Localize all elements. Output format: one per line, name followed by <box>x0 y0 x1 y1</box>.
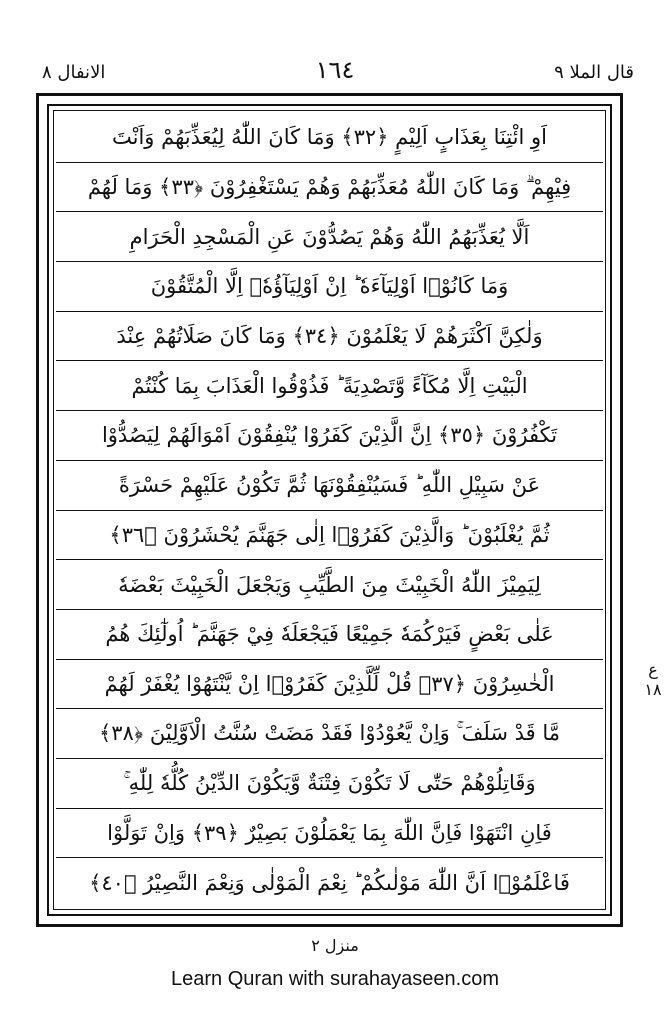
text-block <box>53 110 606 910</box>
verse-line: اَلَّا يُعَذِّبَهُمُ اللّٰهُ وَهُمْ يَصُدُّوْنَ عَنِ الْمَسْجِدِ الْحَرَامِ <box>56 212 603 262</box>
verse-line: وَمَا كَانُوْۤا اَوْلِيَآءَهٗ ؕ اِنْ اَوْلِيَآؤُهٗۤ اِلَّا الْمُتَّقُوْنَ <box>56 262 603 312</box>
surah-name: الانفال ٨ <box>42 62 106 83</box>
page-frame <box>36 93 623 927</box>
verse-line: مَّا قَدْ سَلَفَ ۚ وَاِنْ يَّعُوْدُوْا فَقَدْ مَضَتْ سُنَّتُ الْاَوَّلِيْنَ ﴿٣٨﴾ <box>56 709 603 759</box>
ruku-mark: ع <box>648 660 658 679</box>
page-frame-inner <box>47 104 612 916</box>
verse-line: عَلٰى بَعْضٍ فَيَرْكُمَهٗ جَمِيْعًا فَيَجْعَلَهٗ فِيْ جَهَنَّمَ ؕ اُولٰٓئِكَ هُمُ <box>56 610 603 660</box>
verse-lines <box>56 113 603 907</box>
manzil-label: منزل ٢ <box>311 936 359 955</box>
verse-line: الْبَيْتِ اِلَّا مُكَآءً وَّتَصْدِيَةً ؕ فَذُوْقُوا الْعَذَابَ بِمَا كُنْتُمْ <box>56 361 603 411</box>
verse-line: ثُمَّ يُغْلَبُوْنَ ؕ وَالَّذِيْنَ كَفَرُوْۤا اِلٰى جَهَنَّمَ يُحْشَرُوْنَ ﴿٣٦﴾ <box>56 511 603 561</box>
verse-line: فَاِنِ انْتَهَوْا فَاِنَّ اللّٰهَ بِمَا يَعْمَلُوْنَ بَصِيْرٌ ﴿٣٩﴾ وَاِنْ تَوَلَّوْا <box>56 809 603 859</box>
verse-line: وَلٰكِنَّ اَكْثَرَهُمْ لَا يَعْلَمُوْنَ ﴿٣٤﴾ وَمَا كَانَ صَلَاتُهُمْ عِنْدَ <box>56 312 603 362</box>
ruku-number: ١٨ <box>644 680 662 699</box>
verse-line: وَقَاتِلُوْهُمْ حَتّٰى لَا تَكُوْنَ فِتْنَةٌ وَّيَكُوْنَ الدِّيْنُ كُلُّهٗ لِلّٰهِ ۚ <box>56 759 603 809</box>
credit-text: Learn Quran with surahayaseen.com <box>171 968 499 990</box>
verse-line: الْخٰسِرُوْنَ ﴿٣٧﴾ قُلْ لِّلَّذِيْنَ كَفَرُوْۤا اِنْ يَّنْتَهُوْا يُغْفَرْ لَهُمْ <box>56 660 603 710</box>
ruku-marker <box>640 660 666 700</box>
verse-line: فِيْهِمْ ۗ وَمَا كَانَ اللّٰهُ مُعَذِّبَهُمْ وَهُمْ يَسْتَغْفِرُوْنَ ﴿٣٣﴾ وَمَا لَهُمْ <box>56 163 603 213</box>
verse-line: اَوِ ائْتِنَا بِعَذَابٍ اَلِيْمٍ ﴿٣٢﴾ وَمَا كَانَ اللّٰهُ لِيُعَذِّبَهُمْ وَاَنْتَ <box>56 113 603 163</box>
verse-line: فَاعْلَمُوْۤا اَنَّ اللّٰهَ مَوْلٰىكُمْ ؕ نِعْمَ الْمَوْلٰى وَنِعْمَ النَّصِيْرُ ﴿٤٠﴾ <box>89 870 570 895</box>
verse-line: لِيَمِيْزَ اللّٰهُ الْخَبِيْثَ مِنَ الطَّيِّبِ وَيَجْعَلَ الْخَبِيْثَ بَعْضَهٗ <box>56 560 603 610</box>
juz-name: قال الملا ٩ <box>554 62 634 83</box>
verse-line: عَنْ سَبِيْلِ اللّٰهِ ؕ فَسَيُنْفِقُوْنَهَا ثُمَّ تَكُوْنُ عَلَيْهِمْ حَسْرَةً <box>56 461 603 511</box>
page-number: ١٦٤ <box>315 56 355 84</box>
verse-line: تَكْفُرُوْنَ ﴿٣٥﴾ اِنَّ الَّذِيْنَ كَفَرُوْا يُنْفِقُوْنَ اَمْوَالَهُمْ لِيَصُدُّوْا <box>56 411 603 461</box>
